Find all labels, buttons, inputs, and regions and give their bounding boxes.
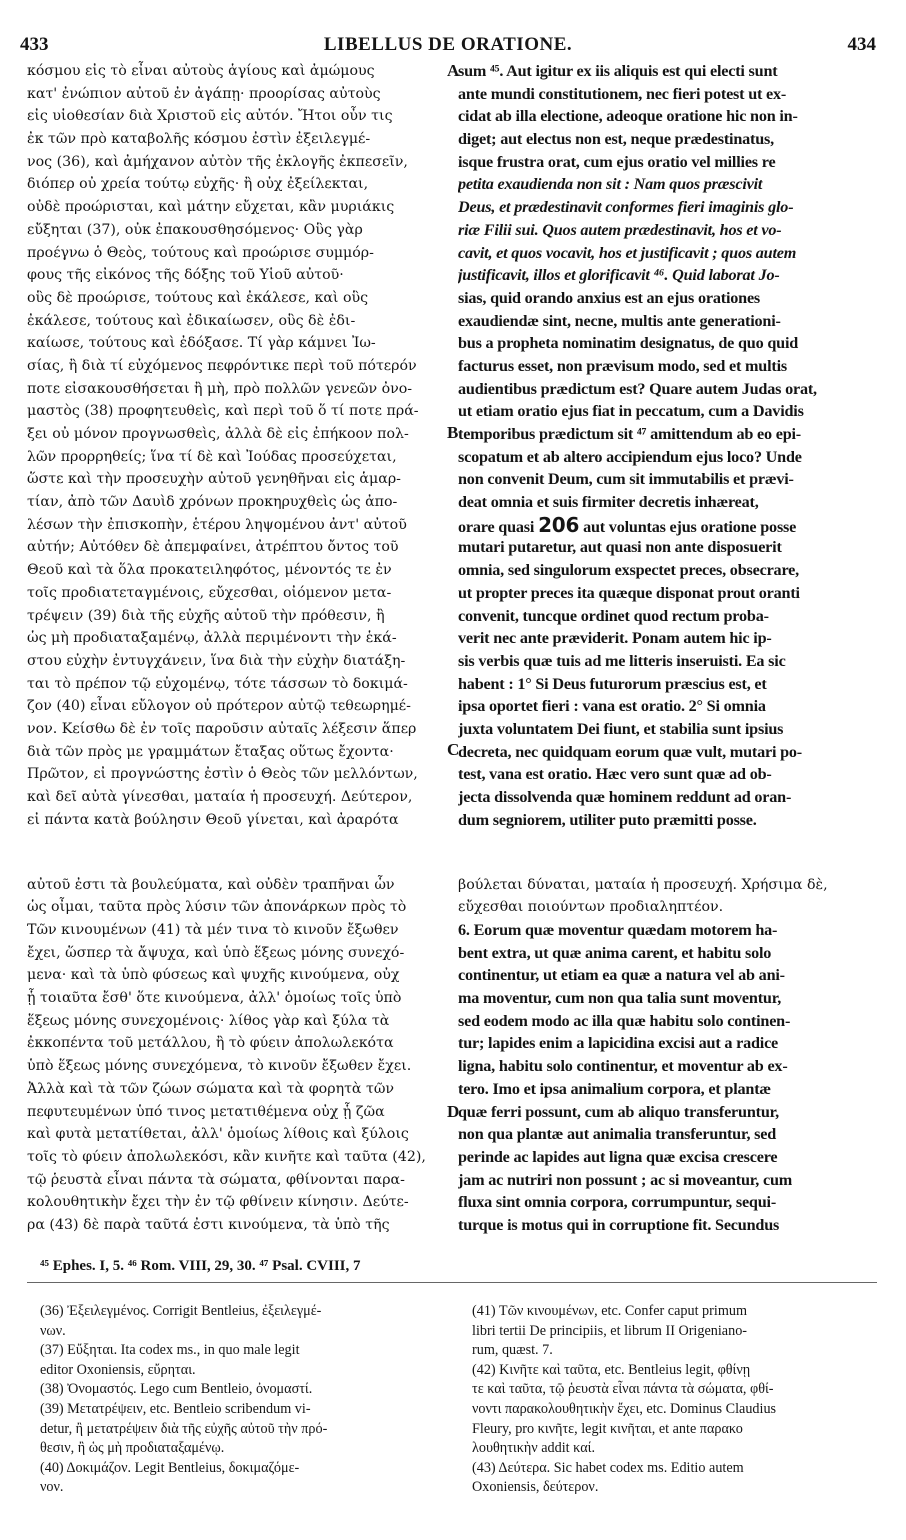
greek-text-line: κατ' ἐνώπιον αὐτοῦ ἐν ἀγάπῃ· προορίσας αὐτοὺς xyxy=(27,85,381,102)
footnote-line: detur, ἢ μετατρέψειν διὰ τῆς εὐχῆς αὐτοῦ τὴν πρό- xyxy=(40,1420,328,1437)
latin-text-line: non qua plantæ aut animalia transferuntur, sed xyxy=(458,1125,777,1144)
latin-text-line: ipsa oportet fieri : vana est oratio. 2° Si omnia xyxy=(458,697,766,716)
greek-text-line: καὶ δεῖ αὐτὰ γίνεσθαι, ματαία ἡ προσευχή. Δεύτερον, xyxy=(27,789,413,805)
latin-text-line: Deus, et prædestinavit conformes fieri imaginis glo- xyxy=(458,198,794,217)
latin-text-fragment: aut voluntas ejus oratione posse xyxy=(583,517,797,536)
footnote-line: λουθητικὴν addit καί. xyxy=(472,1440,595,1457)
greek-text-line: φους τῆς εἰκόνος τῆς δόξης τοῦ Υἱοῦ αὐτοῦ· xyxy=(27,267,344,284)
greek-text-line: προέγνω ὁ Θεὸς, τούτους καὶ προώρισε συμμόρ- xyxy=(27,244,374,261)
latin-text-line xyxy=(458,514,878,537)
latin-column-lower xyxy=(458,919,878,1237)
greek-text-line: ὡς μὴ προδιαταξαμένῳ, ἀλλὰ περιμένοντι τὴν ἑκά- xyxy=(27,630,397,647)
latin-column-upper xyxy=(458,60,878,831)
latin-text-line: cavit, et quos vocavit, hos et justificavit ; quos autem xyxy=(458,243,797,262)
footnote-line: editor Oxoniensis, εὔρηται. xyxy=(40,1361,196,1378)
greek-text-line: νος (36), καὶ ἀμήχανον αὐτὸν τῆς ἐκλογῆς ἐκπεσεῖν, xyxy=(27,153,408,170)
margin-letter-d: D xyxy=(447,1102,460,1121)
latin-text-line: non convenit Deum, cum sit immutabilis et prævi- xyxy=(458,470,794,489)
greek-text-line: Ἀλλὰ καὶ τὰ τῶν ζώων σώματα καὶ τὰ φορητὰ τῶν xyxy=(27,1080,395,1097)
latin-text-line: scopatum et ab altero accipiendum ejus loco? Unde xyxy=(458,447,802,466)
footnote-line: νοντι παρακολουθητικὴν ἔχει, etc. Dominus Claudius xyxy=(472,1400,777,1417)
latin-text-line: mutari putaretur, aut quasi non ante disposuerit xyxy=(458,538,782,557)
column-number: 206 xyxy=(538,513,580,537)
latin-text-line: isque frustra orat, cum ejus oratio vel millies re xyxy=(458,152,776,171)
latin-text-line: fluxa sint omnia corpora, corrumpuntur, sequi- xyxy=(458,1193,777,1212)
latin-text-line: perinde ac lapides aut ligna quæ excisa crescere xyxy=(458,1147,778,1166)
latin-text-line: jam ac nutriri non possunt ; ac si moveantur, cum xyxy=(458,1170,793,1189)
greek-text-line: στου εὐχὴν ἐντυγχάνειν, ἵνα διὰ τὴν εὐχὴν διατάξη- xyxy=(27,652,406,669)
greek-text-line: οὓς δὲ προώρισε, τούτους καὶ ἐκάλεσε, καὶ οὓς xyxy=(27,289,369,306)
greek-text-line: εἰς υἱοθεσίαν διὰ Χριστοῦ εἰς αὐτόν. Ἤτοι οὖν τις xyxy=(27,108,393,125)
footnote-line: νον. xyxy=(40,1479,64,1496)
latin-text-line: justificavit, illos et glorificavit ⁴⁶. Quid laborat Jo- xyxy=(458,266,780,285)
greek-text-line: ἐκκοπέντα τοῦ μετάλλου, ἢ τὸ φύειν ἀπολωλεκότα xyxy=(27,1035,394,1052)
footnote-line: rum, quæst. 7. xyxy=(472,1342,553,1359)
latin-text-line: sis verbis quæ tuis ad me litteris inseruisti. Ea sic xyxy=(458,651,786,670)
footnotes-right xyxy=(472,1302,882,1498)
greek-text-line: ρα (43) δὲ παρὰ ταῦτά ἐστι κινούμενα, τὰ ὑπὸ τῆς xyxy=(27,1216,390,1233)
footnote-line: (36) Ἐξειλεγμένος. Corrigit Bentleius, ἐξειλεγμέ- xyxy=(40,1303,322,1319)
latin-text-line: habent : 1° Si Deus futurorum præscius est, et xyxy=(458,674,767,693)
margin-letter-c: C xyxy=(447,740,460,759)
greek-text-line: ἕξεως μόνης συνεχομένοις· λίθος γὰρ καὶ ξύλα τὰ xyxy=(27,1012,390,1029)
greek-text-line: κολουθητικὴν ἔχει τὴν ἐν τῷ φθίνειν κίνησιν. Δεύτε- xyxy=(27,1194,409,1211)
greek-text-line: τρέψειν (39) διὰ τῆς εὐχῆς αὐτοῦ τὴν πρόθεσιν, ἢ xyxy=(27,607,385,624)
greek-text-line: Τῶν κινουμένων (41) τὰ μέν τινα τὸ κινοῦν ἔξωθεν xyxy=(27,922,399,938)
greek-text-line: Θεοῦ καὶ τὰ ὅλα προκατειληφότος, μένοντός τε ἐν xyxy=(27,562,392,579)
latin-text-line: audientibus prædictum est? Quare autem Judas orat, xyxy=(458,379,817,398)
footnote-line: (42) Κινῆτε καὶ ταῦτα, etc. Bentleius legit, φθίνῃ xyxy=(472,1361,751,1378)
latin-text-line: decreta, nec quidquam eorum quæ vult, mutari po- xyxy=(458,742,802,761)
running-header xyxy=(20,34,876,60)
greek-text-line: κόσμου εἰς τὸ εἶναι αὐτοὺς ἁγίους καὶ ἀμώμους xyxy=(27,63,375,79)
cross-line-2-left: ὡς οἶμαι, ταῦτα πρὸς λύσιν τῶν ἀπονάρκων πρὸς τὸ xyxy=(27,899,407,915)
greek-text-line: ὥστε καὶ τὴν προσευχὴν αὐτοῦ γενηθῆναι εἰς ἁμαρ- xyxy=(27,471,401,488)
latin-text-line: jecta dissolvenda quæ hominem reddunt ad oran- xyxy=(458,788,792,806)
latin-text-line: verit nec ante præviderit. Ponam autem hic ip- xyxy=(458,629,772,648)
greek-column-lower xyxy=(27,919,445,1237)
margin-letter-b: B xyxy=(447,423,459,442)
page-number-left: 433 xyxy=(20,34,49,55)
greek-text-line: εἰ πάντα κατὰ βούλησιν Θεοῦ γίνεται, καὶ ἀραρότα xyxy=(27,811,399,828)
latin-text-line: sias, quid orando anxius est an ejus orationes xyxy=(458,288,761,307)
greek-text-line: ᾗ τοιαῦτα ἔσθ' ὅτε κινούμενα, ἀλλ' ὁμοίως τοῖς ὑπὸ xyxy=(27,990,402,1007)
footnote-line: θεσιν, ἢ ὡς μὴ προδιαταξαμένῳ. xyxy=(40,1440,225,1457)
latin-text-line: ligna, habitu solo continentur, et moventur ab ex- xyxy=(458,1057,788,1076)
page-number-right: 434 xyxy=(847,34,876,55)
greek-text-line: καίωσε, τούτους καὶ ἐδόξασε. Τί γὰρ κάμνει Ἰω- xyxy=(27,335,376,352)
latin-text-line: omnia, sed singulorum exspectet preces, obsecrare, xyxy=(458,561,799,580)
greek-column-upper xyxy=(27,60,445,831)
latin-text-line: deat omnia et suis firmiter decretis inhæreat, xyxy=(458,493,759,512)
greek-text-line: Πρῶτον, εἰ προγνώστης ἐστὶν ὁ Θεὸς τῶν μελλόντων, xyxy=(27,766,418,783)
greek-text-line: μενα· καὶ τὰ ὑπὸ φύσεως καὶ ψυχῆς κινούμενα, οὐχ xyxy=(27,967,400,984)
greek-text-line: καὶ φυτὰ μετατίθεται, ἀλλ' ὁμοίως λίθοις καὶ ξύλοις xyxy=(27,1126,409,1143)
latin-text-line: facturus esset, non prævisum modo, sed et multis xyxy=(458,356,787,375)
greek-text-line: ζον (40) εἶναι εὔλογον οὐ πρότερον αὐτῷ τεθεωρημέ- xyxy=(27,698,411,715)
greek-text-line: μαστὸς (38) προφητευθεὶς, καὶ περὶ τοῦ ὅ τί ποτε πρά- xyxy=(27,403,419,420)
latin-text-line: bus a propheta nominatim designatus, de quo quid xyxy=(458,334,799,353)
greek-text-line: διὰ τῶν πρὸς με γραμμάτων ἔταξας οὕτως ἔχοντα· xyxy=(27,743,394,760)
latin-text-line: continentur, ut etiam ea quæ a natura vel ab ani- xyxy=(458,966,785,985)
greek-text-line: ξει οὐ μόνον προγνωσθεὶς, ἀλλὰ δὲ εἰς ἐπήκοον πολ- xyxy=(27,426,409,442)
latin-text-line: turque is motus qui in corruptione fit. Secundus xyxy=(458,1215,780,1234)
cross-line-1-right: βούλεται δύναται, ματαία ἡ προσευχή. Χρήσιμα δὲ, xyxy=(458,877,828,893)
footnote-line: (43) Δεύτερα. Sic habet codex ms. Editio autem xyxy=(472,1459,744,1476)
greek-text-line: νον. Κείσθω δὲ ἐν τοῖς παροῦσιν αὐταῖς λέξεσιν ἅπερ xyxy=(27,720,417,737)
latin-text-fragment: orare quasi xyxy=(458,517,535,536)
greek-text-line: αὐτήν; Αὐτόθεν δὲ ἀπεμφαίνει, ἀτρέπτου ὄντος τοῦ xyxy=(27,539,399,556)
latin-text-line: temporibus prædictum sit ⁴⁷ amittendum ab eo epi- xyxy=(458,425,801,443)
latin-text-line: tero. Imo et ipsa animalium corpora, et plantæ xyxy=(458,1079,771,1098)
greek-text-line: λέσων τὴν ἐπισκοπὴν, ἑτέρου ληψομένου ἀντ' αὐτοῦ xyxy=(27,516,407,533)
latin-text-line: riæ Filii sui. Quos autem prædestinavit, hos et vo- xyxy=(458,220,782,239)
latin-text-line: sed eodem modo ac illa quæ habitu solo continen- xyxy=(458,1011,791,1030)
footnote-line: (38) Ὀνομαστός. Lego cum Bentleio, ὀνομαστί. xyxy=(40,1381,313,1398)
latin-text-line: dum segniorem, utiliter puto præmitti posse. xyxy=(458,810,757,829)
greek-text-line: ὑπὸ ἕξεως μόνης συνεχόμενα, τὸ κινοῦν ἔξωθεν ἔχει. xyxy=(27,1058,412,1075)
latin-text-line: cidat ab illa electione, adeoque oratione hic non in- xyxy=(458,107,798,126)
greek-text-line: τίαν, ἀπὸ τῶν Δαυὶδ χρόνων προκηρυχθεὶς ὡς ἀπο- xyxy=(27,494,398,511)
latin-text-line: ante mundi constitutionem, nec fieri potest ut ex- xyxy=(458,84,787,103)
greek-text-line: εὔξηται (37), οὐκ ἐπακουσθησόμενος· Οὓς γὰρ xyxy=(27,221,363,238)
greek-text-line: ἐκ τῶν πρὸ καταβολῆς κόσμου ἐστὶν ἐξειλεγμέ- xyxy=(27,131,371,148)
latin-text-line: tur; lapides enim a lapicidina excisi aut a radice xyxy=(458,1034,779,1053)
latin-text-line: ma moventur, cum non qua talia sunt moventur, xyxy=(458,989,782,1008)
footnote-rule xyxy=(27,1282,877,1283)
footnote-line: Oxoniensis, δεύτερον. xyxy=(472,1479,599,1496)
footnote-line: (40) Δοκιμάζον. Legit Bentleius, δοκιμαζόμε- xyxy=(40,1459,300,1476)
cross-line-1-left: αὐτοῦ ἐστι τὰ βουλεύματα, καὶ οὐδὲν τραπῆναι ὧν xyxy=(27,877,395,893)
greek-text-line: σίας, ἢ διὰ τί εὐχόμενος πεφρόντικε περὶ τοῦ πότερόν xyxy=(27,357,417,374)
latin-text-line: bent extra, ut quæ anima carent, et habitu solo xyxy=(458,943,772,962)
footnote-line: Fleury, pro κινῆτε, legit κινῆται, et ante παρακο xyxy=(472,1420,743,1437)
footnotes-left xyxy=(40,1302,460,1498)
latin-text-line: sum ⁴⁵. Aut igitur ex iis aliquis est qui electi sunt xyxy=(458,62,778,80)
latin-text-line: ut propter preces ita quæque disponat prout oranti xyxy=(458,583,800,602)
latin-text-line: exaudiendæ sint, necne, multis ante generationi- xyxy=(458,311,781,330)
latin-text-line: quæ ferri possunt, cum ab aliquo transferuntur, xyxy=(458,1102,779,1121)
page-title: LIBELLUS DE ORATIONE. xyxy=(323,34,573,55)
greek-text-line: οὐδὲ προώρισται, καὶ μάτην εὔχεται, κἂν μυριάκις xyxy=(27,199,395,216)
greek-text-line: ἐκάλεσε, τούτους καὶ ἐδικαίωσεν, οὓς δὲ ἐδι- xyxy=(27,312,356,329)
footnote-line: (41) Τῶν κινουμένων, etc. Confer caput primum xyxy=(472,1303,747,1319)
greek-text-line: διόπερ οὐ χρεία τούτῳ εὐχῆς· ἢ οὐχ ἐξείλεκται, xyxy=(27,176,369,193)
greek-text-line: λῶν προρρηθείς; ἵνα τί δὲ καὶ Ἰούδας προσεύχεται, xyxy=(27,448,397,465)
scripture-references: ⁴⁵ Ephes. I, 5. ⁴⁶ Rom. VIII, 29, 30. ⁴⁷ Psal. CVIII, 7 xyxy=(40,1258,361,1274)
cross-line-2-right: εὔχεσθαι ποιούντων προδιαληπτέον. xyxy=(458,899,724,915)
greek-text-line: τοῖς προδιατεταγμένοις, εὔχεσθαι, οἰόμενον μετα- xyxy=(27,584,392,601)
latin-text-line: petita exaudienda non sit : Nam quos præscivit xyxy=(458,175,763,194)
latin-text-line: test, vana est oratio. Hæc vero sunt quæ ad ob- xyxy=(458,765,772,784)
greek-text-line: ποτε εἰσακουσθήσεται ἢ μὴ, πρὸ πολλῶν γενεῶν ὀνο- xyxy=(27,380,413,397)
footnote-line: (39) Μετατρέψειν, etc. Bentleio scribendum vi- xyxy=(40,1400,311,1417)
latin-text-line: convenit, tuncque ordinet quod rectum proba- xyxy=(458,606,769,625)
footnote-line: (37) Εὔξηται. Ita codex ms., in quo male legit xyxy=(40,1342,300,1359)
latin-text-line: diget; aut electus non est, neque prædestinatus, xyxy=(458,130,774,149)
footnote-line: τε καὶ ταῦτα, τῷ ῥευστὰ εἶναι πάντα τὰ σώματα, φθί- xyxy=(472,1381,774,1398)
greek-text-line: τοῖς τὸ φύειν ἀπολωλεκόσι, κἂν κινῆτε καὶ ταῦτα (42), xyxy=(27,1148,426,1165)
greek-text-line: ἔχει, ὥσπερ τὰ ἄψυχα, καὶ ὑπὸ ἕξεως μόνης συνεχό- xyxy=(27,944,405,961)
greek-text-line: πεφυτευμένων ὑπό τινος μετατιθέμενα οὐχ ᾗ ζῶα xyxy=(27,1103,385,1120)
margin-letter-a: A xyxy=(447,61,460,80)
greek-text-line: ται τὸ πρέπον τῷ εὐχομένῳ, τότε τάσσων τὸ δοκιμά- xyxy=(27,675,408,692)
greek-text-line: τῷ ῥευστὰ εἶναι πάντα τὰ σώματα, φθίνονται παρα- xyxy=(27,1171,405,1188)
footnote-line: νων. xyxy=(40,1322,66,1339)
latin-text-line: 6. Eorum quæ moventur quædam motorem ha- xyxy=(458,921,778,939)
footnote-line: libri tertii De principiis, et librum II Origeniano- xyxy=(472,1322,748,1339)
latin-text-line: juxta voluntatem Dei fiunt, et stabilia sunt ipsius xyxy=(458,719,784,738)
latin-text-line: ut etiam oratio ejus fiat in peccatum, cum a Davidis xyxy=(458,402,804,421)
